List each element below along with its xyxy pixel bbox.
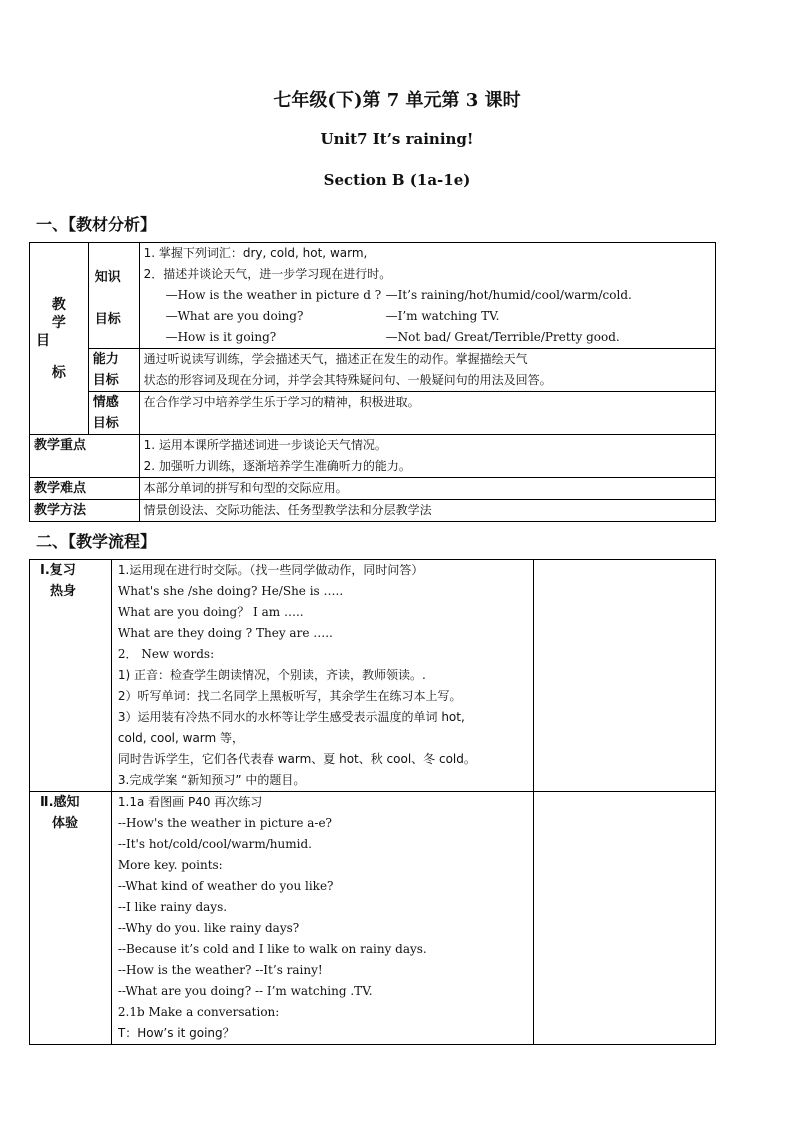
ability-content [139, 349, 715, 392]
text-line: 1.1a 看图画 P40 再次练习 [117, 795, 263, 809]
text-line: What are you doing？ I am ….. [117, 605, 304, 619]
step-review-content [111, 560, 533, 792]
text-line: 1. 掌握下列词汇：dry, cold, hot, warm, [143, 246, 368, 260]
label-line: 教学难点 [34, 481, 87, 496]
label-line: 知识 [94, 270, 121, 285]
text-line: 在合作学习中培养学生乐于学习的精神，积极进取。 [143, 395, 420, 409]
dialog-question: —How is it going? [165, 330, 277, 344]
analysis-table [29, 242, 716, 522]
label-line: 目标 [94, 312, 121, 327]
text-line: --Because it’s cold and I like to walk on rainy days. [117, 942, 427, 956]
text-line: 情景创设法、交际功能法、任务型教学法和分层教学法 [143, 503, 432, 517]
dialog-pair [144, 285, 715, 306]
text-line: --I like rainy days. [117, 900, 228, 914]
key-points-label [30, 435, 140, 478]
goal-char: 目 [36, 332, 50, 349]
dialog-answer: —It’s raining/hot/humid/cool/warm/cold. [385, 288, 632, 302]
knowledge-content [139, 243, 715, 349]
text-line: What's she /she doing? He/She is ….. [117, 584, 344, 598]
text-line: 1.运用现在进行时交际。（找一些同学做动作，同时问答） [117, 563, 424, 577]
text-line: --It's hot/cold/cool/warm/humid. [117, 837, 312, 851]
label-line: 教学方法 [34, 503, 87, 518]
goal-char: 学 [51, 314, 66, 331]
dialog-question: —What are you doing? [165, 309, 304, 323]
text-line: --How's the weather in picture a-e? [117, 816, 332, 830]
label-line: 目标 [92, 373, 119, 388]
label-line: Ⅱ.感知 [40, 795, 80, 810]
step-review-label [30, 560, 112, 792]
section1-heading: 一、【教材分析】 [36, 215, 157, 234]
label-line: 情感 [92, 395, 119, 410]
step-perceive-label [30, 792, 112, 1045]
step-perceive-content [111, 792, 533, 1045]
text-line: What are they doing ? They are ….. [117, 626, 333, 640]
teaching-goals-label [30, 243, 89, 435]
process-table [29, 559, 716, 1045]
text-line: 本部分单词的拼写和句型的交际应用。 [143, 481, 348, 495]
methods-label [30, 500, 140, 522]
text-line: --Why do you. like rainy days? [117, 921, 300, 935]
goal-char: 教 [51, 296, 66, 313]
text-line: 1. 运用本课所学描述词进一步谈论天气情况。 [143, 438, 387, 452]
text-line: 2. 加强听力训练，逐渐培养学生准确听力的能力。 [143, 459, 411, 473]
text-line: --What kind of weather do you like? [117, 879, 334, 893]
dialog-pair [144, 327, 715, 348]
notes-cell [533, 560, 715, 792]
text-line: cold, cool, warm 等， [117, 731, 245, 745]
text-line: --How is the weather? --It’s rainy! [117, 963, 323, 977]
key-points-content [139, 435, 715, 478]
label-line: 热身 [50, 584, 77, 599]
label-line: Ⅰ.复习 [40, 563, 76, 578]
text-line: 通过听说读写训练，学会描述天气，描述正在发生的动作。掌握描绘天气 [143, 352, 528, 366]
knowledge-label [88, 243, 139, 349]
text-line: 2）听写单词：找二名同学上黑板听写，其余学生在练习本上写。 [117, 689, 462, 703]
ability-label [88, 349, 139, 392]
text-line: 2.1b Make a conversation: [117, 1005, 280, 1019]
label-line: 目标 [92, 416, 119, 431]
dialog-question: —How is the weather in picture d ? [165, 288, 382, 302]
dialog-answer: —Not bad/ Great/Terrible/Pretty good. [385, 330, 620, 344]
text-line: 2．描述并谈论天气，进一步学习现在进行时。 [143, 267, 392, 281]
text-line: T：How’s it going？ [117, 1026, 235, 1040]
emotion-label [88, 392, 139, 435]
text-line: 1) 正音：检查学生朗读情况，个别读，齐读，教师领读。. [117, 668, 426, 682]
label-line: 教学重点 [34, 438, 87, 453]
text-line: More key. points: [117, 858, 223, 872]
text-line: 状态的形容词及现在分词，并学会其特殊疑问句、一般疑问句的用法及回答。 [143, 373, 552, 387]
label-line: 体验 [52, 816, 79, 831]
text-line: --What are you doing? -- I’m watching .TV. [117, 984, 373, 998]
notes-cell [533, 792, 715, 1045]
unit-title: Unit7 It’s raining! [320, 130, 474, 148]
section-title: Section B (1a-1e) [323, 171, 471, 189]
label-line: 能力 [92, 352, 119, 367]
difficulty-label [30, 478, 140, 500]
text-line: 3.完成学案 “新知预习” 中的题目。 [117, 773, 306, 787]
dialog-pair [144, 306, 715, 327]
text-line: 2． New words: [117, 647, 215, 661]
document-title: 七年级(下)第 7 单元第 3 课时 [273, 90, 521, 111]
section2-heading: 二、【教学流程】 [36, 532, 157, 551]
text-line: 3）运用装有冷热不同水的水杯等让学生感受表示温度的单词 hot, [117, 710, 465, 724]
goal-char: 标 [51, 364, 66, 381]
dialog-answer: —I’m watching TV. [385, 309, 500, 323]
emotion-content [139, 392, 715, 435]
methods-content [139, 500, 715, 522]
text-line: 同时告诉学生，它们各代表春 warm、夏 hot、秋 cool、冬 cold。 [117, 752, 476, 766]
difficulty-content [139, 478, 715, 500]
